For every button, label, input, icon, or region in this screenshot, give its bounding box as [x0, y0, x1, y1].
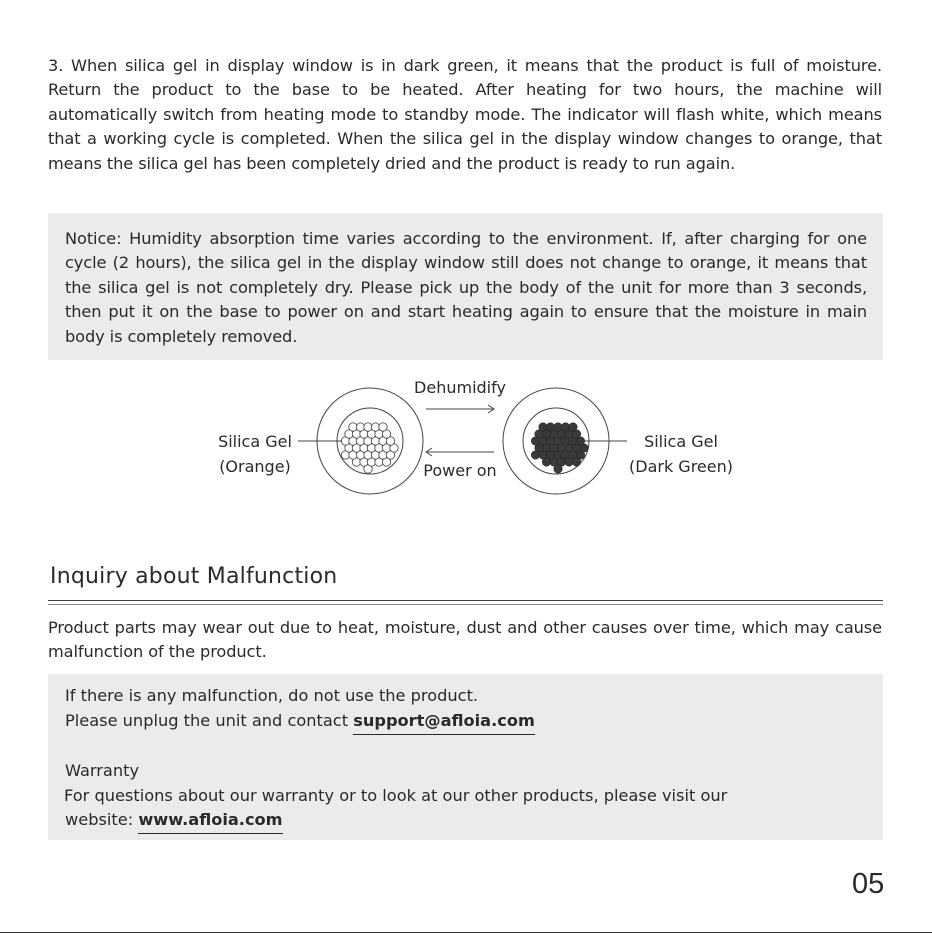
heading-rule-bottom	[48, 604, 883, 605]
gel-bead	[546, 423, 554, 431]
dark-green-gel-sublabel: (Dark Green)	[629, 457, 733, 476]
contact-line	[65, 709, 535, 733]
silica-gel-diagram	[0, 370, 932, 500]
malfunction-warning: If there is any malfunction, do not use the product.	[65, 686, 479, 705]
step-3-paragraph: 3. When silica gel in display window is in dark green, it means that the product is full of moisture. Return the product to the base to be heated. After heating for two hours, the machine will automatically switch from heating mode to standby mode. The indicator will flash white, which means that a working cycle is completed. When the silica gel in the display window changes to orange, that means the silica gel has been completely dried and the product is ready to run again.	[48, 56, 882, 173]
orange-gel-label: Silica Gel	[218, 432, 292, 451]
arrow-right-icon	[426, 405, 494, 413]
warranty-title: Warranty	[65, 761, 140, 780]
gel-bead	[554, 423, 562, 431]
malfunction-box	[48, 674, 883, 840]
orange-gel-sublabel: (Orange)	[219, 457, 291, 476]
dark-green-gel-label: Silica Gel	[644, 432, 718, 451]
gel-bead	[569, 423, 577, 431]
malfunction-intro: Product parts may wear out due to heat, moisture, dust and other causes over time, which may cause malfunction of the product.	[48, 618, 882, 662]
gel-bead	[561, 423, 569, 431]
gel-bead	[379, 423, 387, 431]
malfunction-heading: Inquiry about Malfunction	[50, 564, 338, 589]
arrow-left-icon	[426, 448, 494, 456]
notice-text: Notice: Humidity absorption time varies according to the environment. If, after charging for one cycle (2 hours), the silica gel in the display window still does not change to orange, it means that the silica gel is not completely dry. Please pick up the body of the unit for more than 3 seconds, then put it on the base to power on and start heating again to ensure that the moisture in main body is completely removed.	[65, 229, 867, 346]
website-link[interactable]: www.afloia.com	[138, 810, 282, 834]
warranty-text: For questions about our warranty or to look at our other products, please visit our	[64, 786, 728, 805]
page-number: 05	[852, 868, 885, 900]
support-email-link[interactable]: support@afloia.com	[353, 711, 535, 735]
contact-prefix: Please unplug the unit and contact	[65, 711, 354, 730]
bottom-rule	[0, 932, 932, 933]
gel-bead	[539, 423, 547, 431]
notice-box	[48, 213, 883, 360]
power-on-label: Power on	[423, 461, 497, 480]
website-line	[65, 808, 283, 832]
heading-rule-top	[48, 600, 883, 601]
website-prefix: website:	[65, 810, 139, 829]
dehumidify-label: Dehumidify	[414, 378, 506, 397]
